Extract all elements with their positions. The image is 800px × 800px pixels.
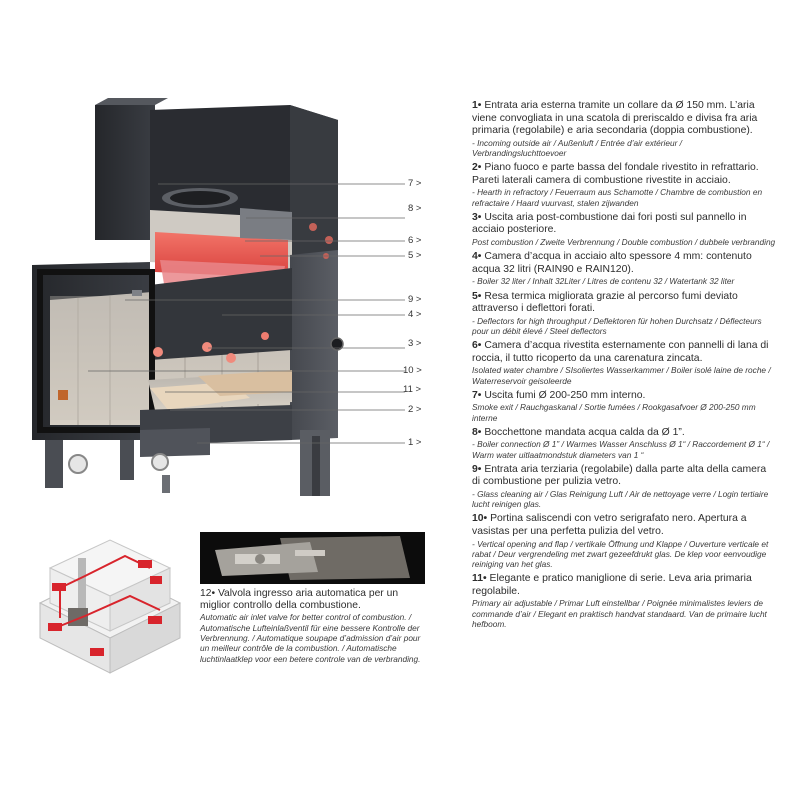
feature-item-9	[472, 464, 777, 510]
feature-number: 1•	[472, 100, 482, 111]
callout-9: 9 >	[408, 294, 422, 305]
air-valve-photo	[200, 532, 425, 584]
flue-column	[95, 105, 155, 240]
callout-7: 7 >	[408, 178, 422, 189]
callout-5: 5 >	[408, 250, 422, 261]
house-heating-illustration	[30, 528, 190, 678]
feature-text: Uscita fumi Ø 200-250 mm interno.	[484, 389, 646, 401]
callout-6: 6 >	[408, 235, 422, 246]
feature-item-4	[472, 251, 777, 286]
feature-text: Camera d’acqua rivestita esternamente con pannelli di lana di roccia, il tutto ricoperto da una carenatura zincata.	[472, 340, 769, 364]
feature-number: 7•	[472, 389, 482, 401]
callout-1: 1 >	[408, 437, 422, 448]
feature-translation: - Incoming outside air / Außenluft / Entrée d’air extérieur / Verbrandingsluchttoevoer	[472, 137, 682, 158]
feature-number: 11•	[472, 573, 487, 585]
callout-2: 2 >	[408, 404, 422, 415]
callout-3: 3 >	[408, 338, 422, 349]
feature-number: 6•	[472, 340, 482, 352]
feature-translation: - Boiler 32 liter / Inhalt 32Liter / Litres de contenu 32 / Watertank 32 liter	[472, 276, 735, 287]
feature-number: 5•	[472, 290, 482, 302]
feature-translation: - Hearth in refractory / Feuerraum aus Schamotte / Chambre de combustion en refractaire / Haard vuurvast, stalen zijwanden	[472, 187, 763, 208]
feature-translation: - Vertical opening and flap / vertikale Öffnung und Klappe / Ouverture verticale et rabat / Deur vergrendeling met zwart gezeefdrukt glas. De klep voor eenvoudige reiniging van het glas.	[472, 538, 769, 569]
feature-item-7	[472, 390, 777, 423]
feature-number: 4•	[472, 251, 482, 263]
feature-item-5	[472, 291, 777, 337]
feature-item-3	[472, 212, 777, 247]
feature-translation: - Boiler connection Ø 1” / Warmes Wasser Anschluss Ø 1“ / Raccordement Ø 1“ / Warm water uitlaatmondstuk diameters van 1 “	[472, 439, 770, 460]
feature-translation: - Glass cleaning air / Glas Reinigung Luft / Air de nettoyage verre / Login tertiaire lucht reinigen glas.	[472, 488, 769, 510]
feature-text: Portina saliscendi con vetro serigrafato nero. Apertura a vasistas per una perfetta pulizia del vetro.	[472, 513, 747, 537]
feature-translation: Automatic air inlet valve for better control of combustion. / Automatische Lufteinlaßventil für eine bessere Kontrolle der Verbrennung. / Automatique soupape d’admission d’air pour un meilleur contrôle de la combustion. / Automatische luchtinlaatklep voor een betere controle van de verbranding.	[200, 612, 421, 664]
feature-text: Elegante e pratico maniglione di serie. Leva aria primaria regolabile.	[472, 573, 752, 597]
feature-list	[472, 100, 777, 633]
feature-number: 8•	[472, 426, 482, 438]
feature-item-1	[472, 100, 777, 158]
feature-number: 10•	[472, 513, 488, 525]
feature-text: Entrata aria terziaria (regolabile) dalla parte alta della camera di combustione per pulizia vetro.	[472, 463, 767, 488]
feature-item-12	[200, 588, 428, 664]
feature-number: 3•	[472, 211, 482, 223]
feature-translation: Post combustion / Zweite Verbrennung / Double combustion / dubbele verbranding	[472, 236, 776, 247]
feature-text: Uscita aria post-combustione dai fori posti sul pannello in acciaio posteriore.	[472, 211, 747, 236]
feature-item-8	[472, 427, 777, 460]
feature-item-11	[472, 573, 777, 629]
feature-item-2	[472, 162, 777, 208]
feature-text: Resa termica migliorata grazie al percorso fumi deviato attraverso i deflettori forati.	[472, 290, 738, 315]
callout-10: 10 >	[403, 365, 422, 376]
feature-number: 2•	[472, 162, 482, 174]
feature-text: Piano fuoco e parte bassa del fondale rivestito in refrattario. Pareti laterali camera di combustione rivestite in acciaio.	[472, 162, 759, 186]
callout-11: 11 >	[403, 384, 422, 395]
fireplace-cutaway-illustration	[0, 0, 460, 520]
feature-item-6	[472, 340, 777, 386]
feature-translation: Isolated water chambre / SIsoliertes Wasserkammer / Boiler isolé laine de roche / Waterreservoir geisoleerde	[472, 365, 771, 386]
callout-8: 8 >	[408, 203, 422, 214]
feature-text: Entrata aria esterna tramite un collare da Ø 150 mm. L’aria viene convogliata in una scatola di preriscaldo e divisa fra aria primaria (regolabile) e aria secondaria (doppia combustione).	[472, 100, 758, 137]
feature-number: 12•	[200, 588, 216, 599]
feature-text: Valvola ingresso aria automatica per un miglior controllo della combustione.	[200, 588, 399, 612]
feature-translation: Primary air adjustable / Primar Luft einstellbar / Poignée minimalistes leviers de commande d’air / Elegant en praktisch handvat standaard. Van de primaire lucht hefboom.	[472, 598, 767, 629]
feature-text: Camera d’acqua in acciaio alto spessore 4 mm: contenuto acqua 32 litri (RAIN90 e RAIN120).	[472, 251, 752, 275]
feature-translation: - Deflectors for high throughput / Deflektoren für hohen Durchsatz / Déflecteurs pour un débit élevé / Steel deflectors	[472, 315, 762, 336]
feature-number: 9•	[472, 463, 482, 475]
callout-4: 4 >	[408, 309, 422, 320]
feature-translation: Smoke exit / Rauchgaskanal / Sortie fumées / Rookgasafvoer Ø 200-250 mm interne	[472, 402, 756, 423]
feature-item-10	[472, 513, 777, 569]
feature-text: Bocchettone mandata acqua calda da Ø 1”.	[484, 426, 685, 438]
